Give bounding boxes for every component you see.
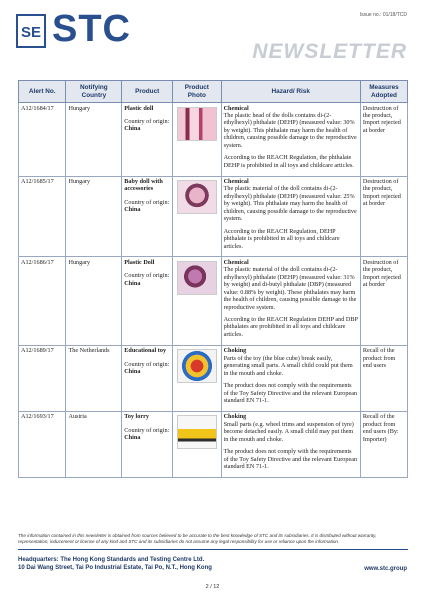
website-link[interactable]: www.stc.group [364, 566, 407, 572]
disclaimer-text: The information contained in this newsletter is obtained from sources believed to be accurate to the best knowledge of STC and its subsidiaries. It is distributed without warranty, representation, inducement or license of any kind and STC and its subsidiaries do not assume any legal responsibility for use or reliance upon the information. [18, 533, 377, 544]
hazard-regulation: According to the REACH Regulation DEHP and DBP phthalates are prohibited in all toys and childcare articles. [223, 316, 358, 338]
origin-label: Country of origin: [124, 198, 170, 206]
measures-text: Destruction of the product, Import rejected at border [362, 258, 401, 289]
table-row [19, 411, 408, 477]
stc-logo-text: STC [52, 8, 131, 50]
hazard-regulation: The product does not comply with the requirements of the Toy Safety Directive and the relevant European standard EN 71-1. [223, 382, 358, 404]
page-number: 2 / 12 [205, 584, 220, 590]
origin-value: China [124, 279, 141, 287]
photo-cell [173, 176, 221, 257]
origin-value: China [124, 368, 141, 376]
header-product-photo: Product Photo [173, 81, 221, 103]
hazard-type: Chemical [223, 104, 249, 112]
alert-no-cell: A12/1689/17 [19, 345, 66, 411]
table-row [19, 345, 408, 411]
hazard-cell [221, 103, 360, 177]
hazard-description: The plastic material of the doll contains di-(2-ethylhexyl) phthalate (DEHP) (measured value: 31% by weight) and di-butyl phthalate (DBP) (measured value: 0.88% by weight). These phthalates may harm the health of children, causing possible damage to the reproductive system. [223, 266, 357, 311]
origin-value: China [124, 125, 141, 133]
recall-alerts-table [18, 80, 408, 478]
hazard-cell [221, 176, 360, 257]
country-cell: The Netherlands [66, 345, 122, 411]
hazard-regulation: According to the REACH Regulation, the phthalate DEHP is prohibited in all toys and childcare articles. [223, 154, 354, 169]
hq-name: Headquarters: The Hong Kong Standards and Testing Centre Ltd. [18, 557, 205, 563]
hq-address: 10 Dai Wang Street, Tai Po Industrial Estate, Tai Po, N.T., Hong Kong [18, 565, 212, 572]
measures-cell [360, 257, 407, 345]
footer-address [18, 556, 212, 572]
table-row [19, 176, 408, 257]
hazard-description: Parts of the toy (the blue cube) break easily, generating small parts. A small child could put them in the mouth and choke. [223, 354, 353, 377]
measures-cell [360, 176, 407, 257]
table-row [19, 257, 408, 345]
header-product: Product [122, 81, 173, 103]
hazard-type: Choking [223, 347, 247, 355]
country-cell: Hungary [66, 176, 122, 257]
product-photo [177, 349, 217, 383]
country-cell: Hungary [66, 103, 122, 177]
photo-cell [173, 103, 221, 177]
origin-value: China [124, 434, 141, 442]
hazard-description: Small parts (e.g. wheel trims and suspension of tyre) become detached easily. A small child may put them in the mouth and choke. [223, 420, 354, 443]
product-name: Toy lorry [124, 413, 149, 421]
alert-no-cell: A12/1693/17 [19, 411, 66, 477]
photo-cell [173, 411, 221, 477]
header-alert-no: Alert No. [19, 81, 66, 103]
measures-text: Destruction of the product, Import rejected at border [362, 178, 401, 208]
stc-logo-mark: SE [16, 14, 46, 48]
header-measures-adopted: Measures Adopted [360, 81, 407, 103]
origin-label: Country of origin: [124, 272, 170, 280]
hazard-regulation: According to the REACH Regulation, DEHP phthalate is prohibited in all toys and childcare articles. [223, 227, 340, 250]
country-cell: Austria [66, 411, 122, 477]
product-cell [122, 345, 173, 411]
measures-cell [360, 345, 407, 411]
measures-cell [360, 103, 407, 177]
hazard-cell [221, 345, 360, 411]
product-cell [122, 257, 173, 345]
footer-divider [18, 549, 408, 550]
product-photo [177, 107, 217, 141]
hazard-type: Choking [223, 413, 247, 421]
hazard-type: Chemical [223, 178, 249, 185]
product-name: Plastic doll [124, 104, 154, 112]
issue-number: Issue no.: 01/18/TCD [359, 12, 407, 18]
newsletter-header [0, 0, 425, 75]
hazard-type: Chemical [223, 258, 249, 266]
product-name: Educational toy [124, 347, 167, 355]
measures-text: Recall of the product from end users (By: Importer) [362, 413, 399, 443]
product-name: Baby doll with accessories [124, 178, 163, 193]
product-cell [122, 103, 173, 177]
hazard-description: The plastic head of the dolls contains di-(2-ethylhexyl) phthalate (DEHP) (measured value: 30% by weight). This phthalate may harm the health of children, causing possible damage to the reproductive system. [223, 111, 357, 149]
alert-no-cell: A12/1684/17 [19, 103, 66, 177]
product-photo [177, 180, 217, 214]
table-row [19, 103, 408, 177]
hazard-cell [221, 411, 360, 477]
origin-label: Country of origin: [124, 360, 170, 368]
origin-label: Country of origin: [124, 117, 170, 125]
photo-cell [173, 257, 221, 345]
origin-label: Country of origin: [124, 426, 170, 434]
alert-no-cell: A12/1685/17 [19, 176, 66, 257]
origin-value: China [124, 206, 141, 214]
product-photo [177, 415, 217, 449]
header-notifying-country: Notifying Country [66, 81, 122, 103]
photo-cell [173, 345, 221, 411]
alert-no-cell: A12/1686/17 [19, 257, 66, 345]
hazard-description: The plastic material of the doll contains di-(2-ethylhexyl) phthalate (DEHP) (measured value: 25% by weight). This phthalate may harm the health of children, causing possible damage to the reproductive system. [223, 185, 357, 223]
hazard-cell [221, 257, 360, 345]
country-cell: Hungary [66, 257, 122, 345]
measures-text: Destruction of the product, Import rejected at border [362, 104, 401, 134]
newsletter-title: NEWSLETTER [252, 40, 407, 63]
measures-cell [360, 411, 407, 477]
measures-text: Recall of the product from end users [362, 347, 396, 370]
product-name: Plastic Doll [124, 258, 155, 266]
header-hazard-risk: Hazard/ Risk [221, 81, 360, 103]
product-photo [177, 261, 217, 295]
table-header-row [19, 81, 408, 103]
hazard-regulation: The product does not comply with the requirements of the Toy Safety Directive and the relevant European standard EN 71-1. [223, 448, 358, 470]
product-cell [122, 176, 173, 257]
product-cell [122, 411, 173, 477]
